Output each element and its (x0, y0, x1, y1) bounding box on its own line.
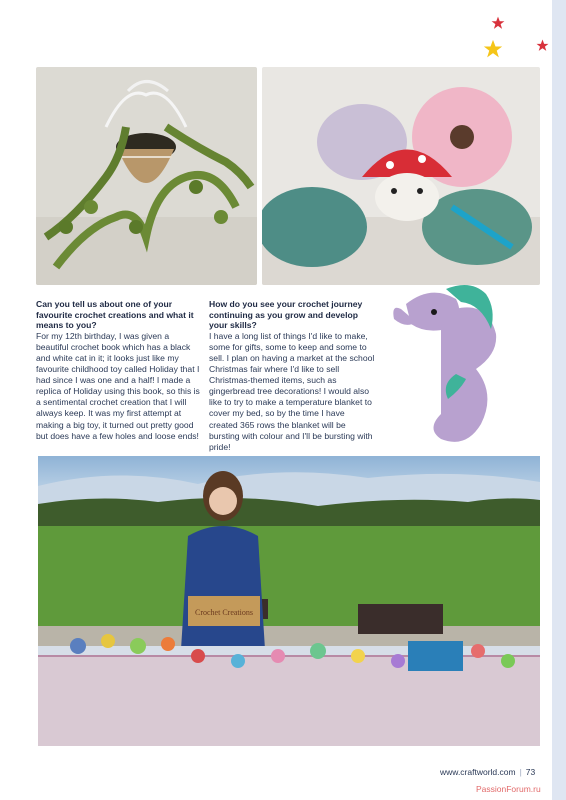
interview-answer-journey: I have a long list of things I'd like to make, some for gifts, some to keep and some to sell. I plan on having a market at the school Christmas fair where I'd like to sell Christmas-themed items, such as gingerbread tree decorations! I would also like to try to make a temperature blanket to cover my bed, so by the time I have created 365 rows the blanket will be bursting with colour and I'll be bursting with pride! (209, 330, 375, 452)
watermark-text: PassionForum.ru (476, 784, 541, 794)
page-footer (440, 767, 535, 777)
interview-column-right (209, 299, 375, 453)
yellow-star-icon (483, 39, 503, 59)
seahorse-toy-photo (386, 274, 512, 452)
page-edge (552, 0, 566, 800)
red-star-icon (491, 16, 505, 30)
interview-answer-favourite: For my 12th birthday, I was given a beautiful crochet book which has a black and white cat in it; it looks just like my favourite childhood toy called Holiday that I had since I was one and a half! I made a replica of Holiday using this book, so this is a sentimental crochet creation that I will always keep. It was my first attempt at making a big toy, it turned out pretty good but does have a few holes and loose ends! (36, 330, 200, 441)
stall-sign-text: Crochet Creations (195, 608, 253, 617)
red-star-icon (536, 39, 549, 52)
hanging-plant-photo (36, 67, 257, 285)
footer-separator: | (519, 767, 522, 777)
craft-stall-photo (38, 456, 540, 746)
page-number: 73 (525, 767, 536, 777)
interview-question-favourite: Can you tell us about one of your favourite crochet creations and what it means to you? (36, 299, 194, 331)
crochet-toys-photo (262, 67, 540, 285)
interview-question-journey: How do you see your crochet journey continuing as you grow and develop your skills? (209, 299, 363, 331)
interview-column-left (36, 299, 202, 442)
footer-site-url[interactable]: www.craftworld.com (440, 767, 516, 777)
